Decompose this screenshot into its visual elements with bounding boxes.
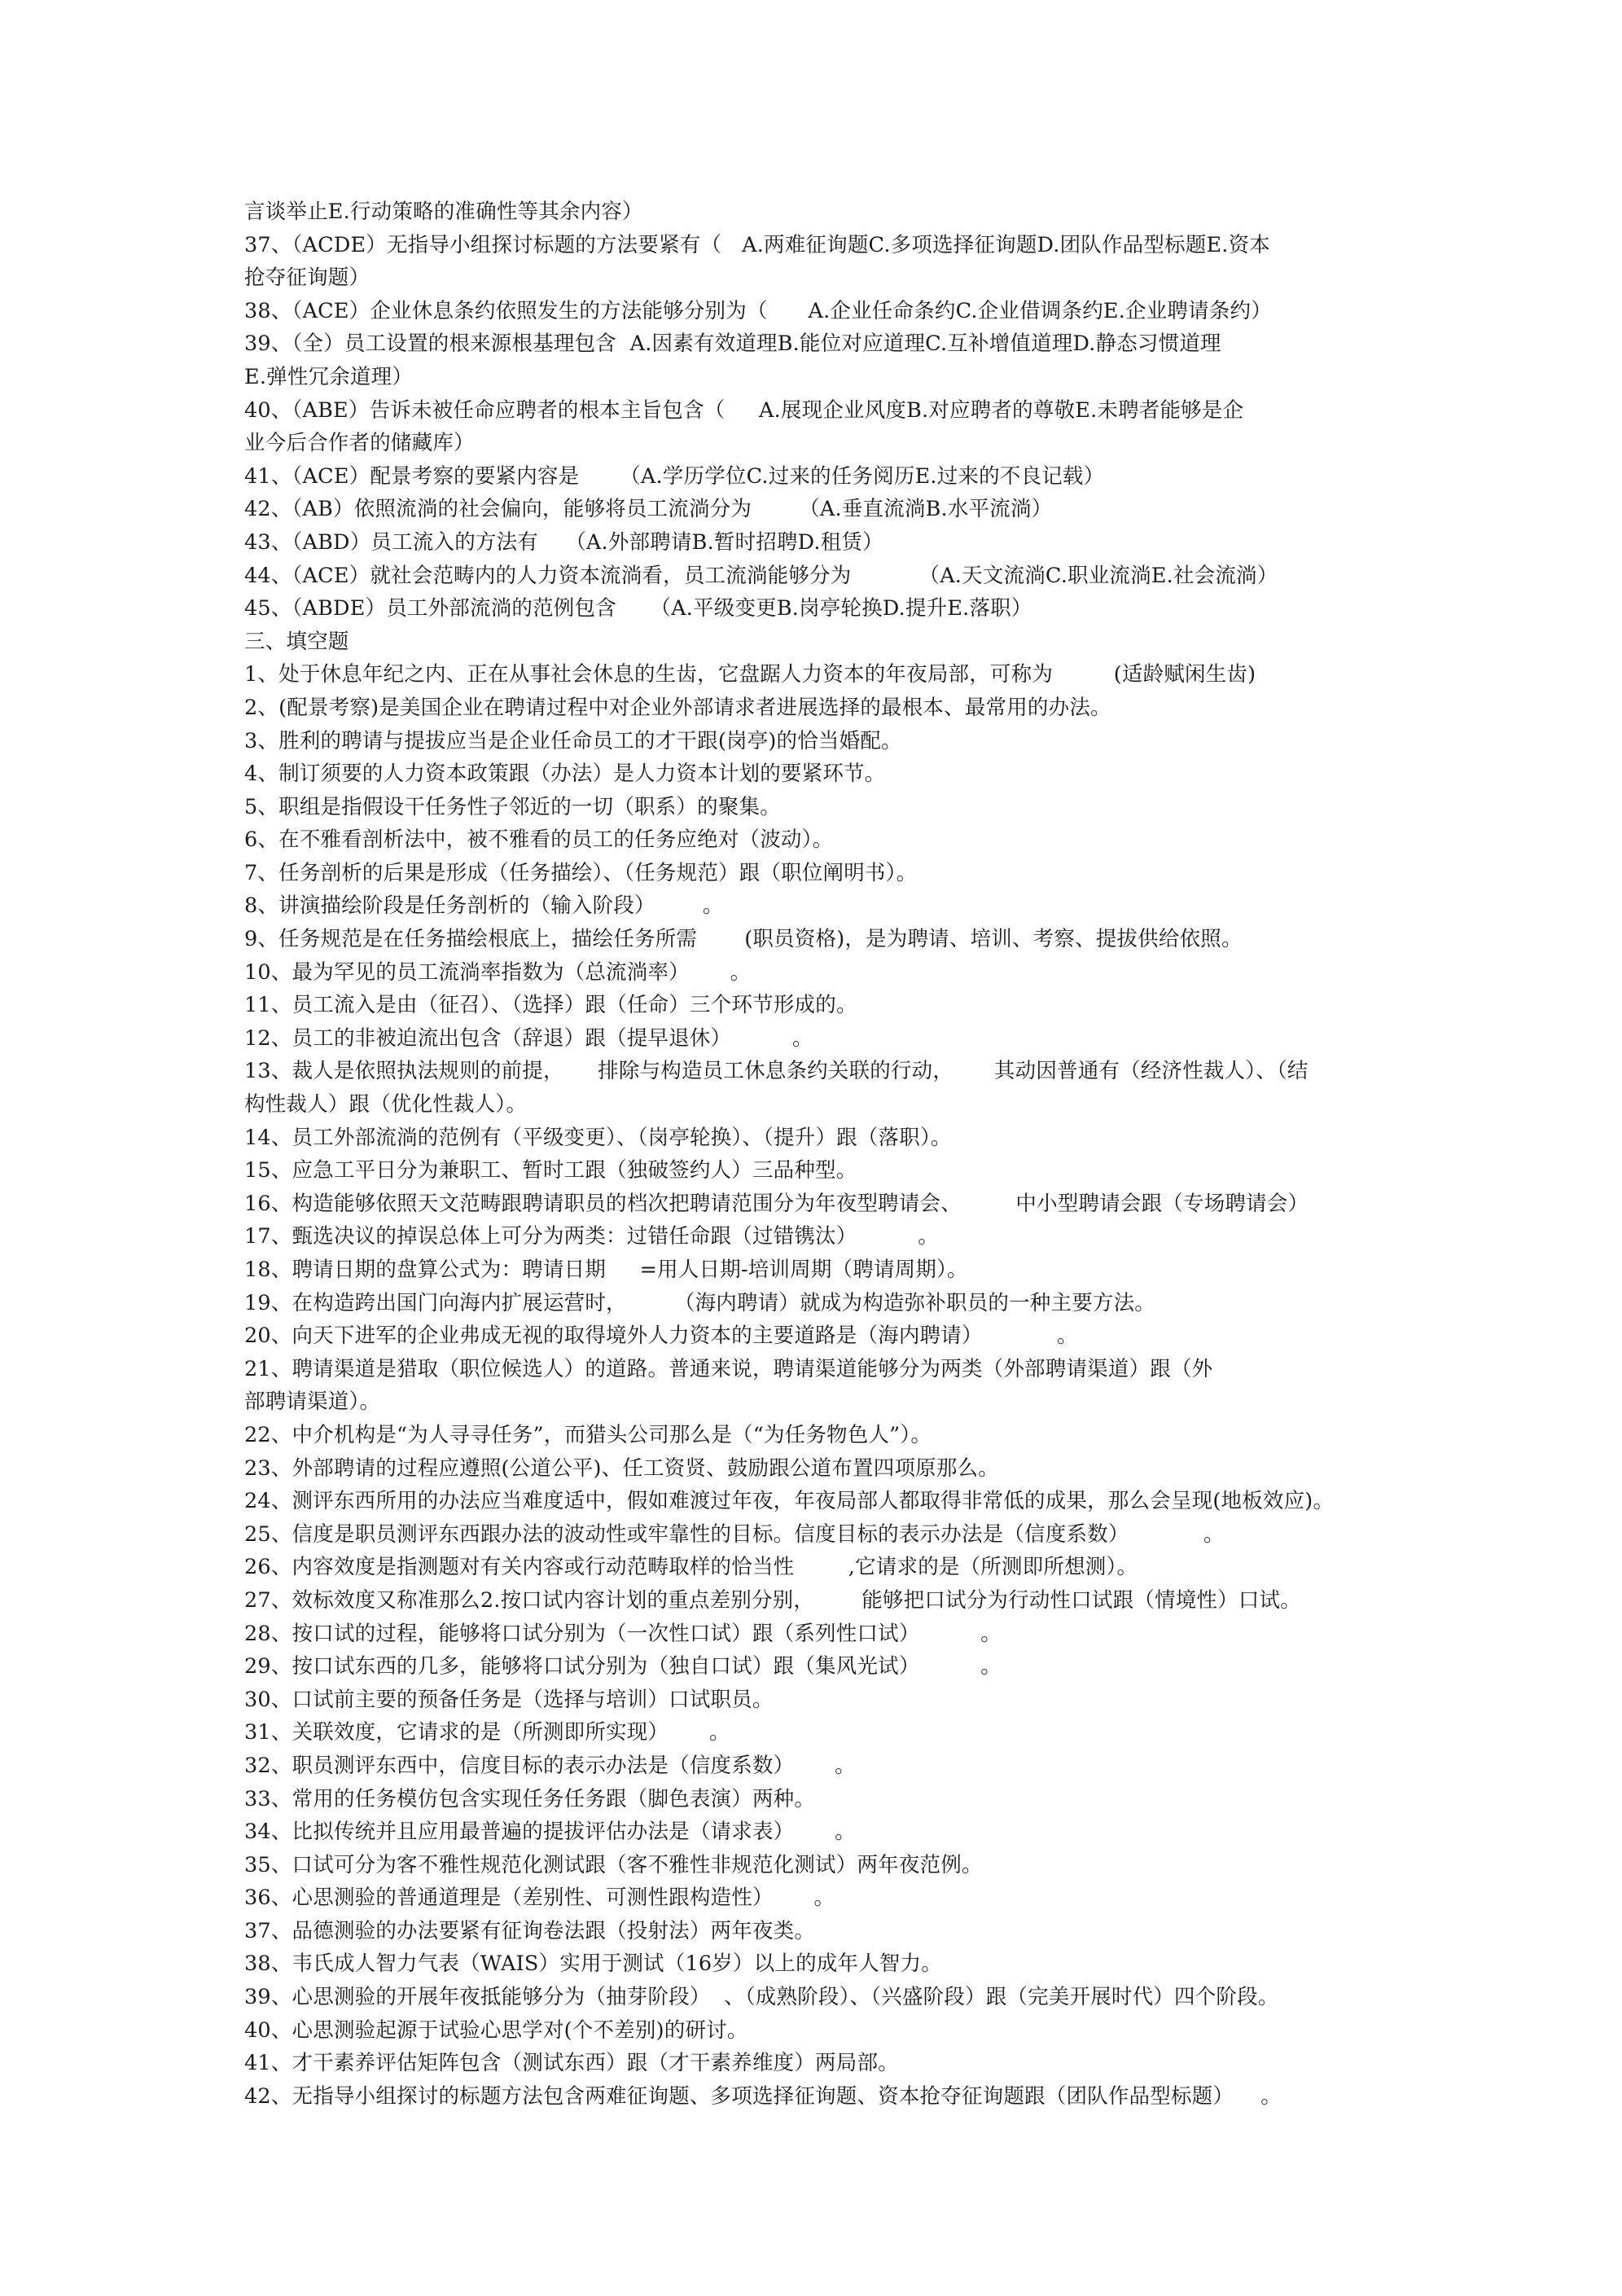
text-line: 38、（ACE）企业休息条约依照发生的方法能够分别为（ A.企业任命条约C.企业借调条约E.企业聘请条约） [244, 298, 1272, 323]
text-line: 30、口试前主要的预备任务是（选择与培训）口试职员。 [244, 1687, 774, 1712]
text-line: 37、（ACDE）无指导小组探讨标题的方法要紧有（ A.两难征询题C.多项选择征询题D.团队作品型标题E.资本 [244, 232, 1270, 257]
text-line: 构性裁人）跟（优化性裁人）。 [244, 1092, 528, 1117]
text-line: 41、（ACE）配景考察的要紧内容是 （A.学历学位C.过来的任务阅历E.过来的不良记载） [244, 463, 1105, 489]
text-line: 3、胜利的聘请与提拔应当是企业任命员工的才干跟(岗亭)的恰当婚配。 [244, 728, 902, 753]
text-line: 40、（ABE）告诉未被任命应聘者的根本主旨包含（ A.展现企业风度B.对应聘者的尊敬E.未聘者能够是企 [244, 397, 1244, 423]
text-line: 38、韦氏成人智力气表（WAIS）实用于测试（16岁）以上的成年人智力。 [244, 1951, 942, 1977]
text-line: 22、中介机构是“为人寻寻任务”，而猎头公司那么是（“为任务物色人”）。 [244, 1422, 932, 1447]
text-line: 45、（ABDE）员工外部流淌的范例包含 （A.平级变更B.岗亭轮换D.提升E.落职） [244, 596, 1032, 621]
text-line: 42、无指导小组探讨的标题方法包含两难征询题、多项选择征询题、资本抢夺征询题跟（团队作品型标题） 。 [244, 2083, 1282, 2109]
text-line: 4、制订须要的人力资本政策跟（办法）是人力资本计划的要紧环节。 [244, 762, 886, 787]
text-line: 23、外部聘请的过程应遵照(公道公平)、任工资贤、鼓励跟公道布置四项原那么。 [244, 1455, 999, 1481]
text-line: 31、关联效度，它请求的是（所测即所实现） 。 [244, 1720, 730, 1745]
text-line: 33、常用的任务模仿包含实现任务任务跟（脚色表演）两种。 [244, 1786, 816, 1811]
text-line: 21、聘请渠道是猎取（职位候选人）的道路。普通来说，聘请渠道能够分为两类（外部聘请渠道）跟（外 [244, 1356, 1213, 1381]
text-line: 25、信度是职员测评东西跟办法的波动性或牢靠性的目标。信度目标的表示办法是（信度系数） 。 [244, 1521, 1225, 1547]
text-line: 13、裁人是依照执法规则的前提， 排除与构造员工休息条约关联的行动， 其动因普通有（经济性裁人）、（结 [244, 1059, 1309, 1084]
section-heading: 三、填空题 [244, 629, 349, 654]
text-line: 26、内容效度是指测题对有关内容或行动范畴取样的恰当性 ,它请求的是（所测即所想测）。 [244, 1555, 1138, 1580]
text-line: 20、向天下进军的企业弗成无视的取得境外人力资本的主要道路是（海内聘请） 。 [244, 1324, 1078, 1349]
text-line: 18、聘请日期的盘算公式为：聘请日期 =用人日期-培训周期（聘请周期）。 [244, 1258, 968, 1282]
text-line: 12、员工的非被迫流出包含（辞退）跟（提早退休） 。 [244, 1025, 813, 1051]
text-line: 39、（全）员工设置的根来源根基理包含 A.因素有效道理B.能位对应道理C.互补增值道理D.静态习惯道理 [244, 331, 1221, 357]
text-line: 27、效标效度又称准那么2.按口试内容计划的重点差别分别， 能够把口试分为行动性口试跟（情境性）口试。 [244, 1587, 1301, 1613]
text-line: 37、品德测验的办法要紧有征询卷法跟（投射法）两年夜类。 [244, 1918, 816, 1943]
text-line: 15、应急工平日分为兼职工、暂时工跟（独破签约人）三品种型。 [244, 1158, 857, 1183]
document-page [244, 195, 1401, 2212]
text-line: 34、比拟传统并且应用最普遍的提拔评估办法是（请求表） 。 [244, 1820, 856, 1845]
text-line: 16、构造能够依照天文范畴跟聘请职员的档次把聘请范围分为年夜型聘请会、 中小型聘请会跟（专场聘请会） [244, 1191, 1309, 1216]
text-line: 部聘请渠道）。 [244, 1389, 381, 1415]
text-line: 14、员工外部流淌的范例有（平级变更）、（岗亭轮换）、（提升）跟（落职）。 [244, 1125, 952, 1150]
text-line: 1、处于休息年纪之内、正在从事社会休息的生齿，它盘踞人力资本的年夜局部，可称为 (适龄赋闲生齿) [244, 662, 1256, 687]
text-line: 6、在不雅看剖析法中，被不雅看的员工的任务应绝对（波动）。 [244, 828, 834, 853]
text-line: 业今后合作者的储藏库） [244, 431, 475, 456]
text-line: 32、职员测评东西中，信度目标的表示办法是（信度系数） 。 [244, 1753, 856, 1778]
text-line: 35、口试可分为客不雅性规范化测试跟（客不雅性非规范化测试）两年夜范例。 [244, 1852, 983, 1877]
text-line: 11、员工流入是由（征召）、（选择）跟（任命）三个环节形成的。 [244, 993, 857, 1018]
text-line: 19、在构造跨出国门向海内扩展运营时， （海内聘请）就成为构造弥补职员的一种主要方法。 [244, 1290, 1155, 1315]
text-line [244, 2146, 1401, 2180]
text-line: 41、才干素养评估矩阵包含（测试东西）跟（才干素养维度）两局部。 [244, 2051, 899, 2076]
text-line: 44、（ACE）就社会范畴内的人力资本流淌看，员工流淌能够分为 （A.天文流淌C.职业流淌E.社会流淌） [244, 563, 1278, 588]
text-line: 42、（AB）依照流淌的社会偏向，能够将员工流淌分为 （A.垂直流淌B.水平流淌） [244, 497, 1053, 522]
text-line: 24、测评东西所用的办法应当难度适中，假如难渡过年夜，年夜局部人都取得非常低的成果，那么会呈现(地板效应)。 [244, 1489, 1335, 1514]
text-line: 39、心思测验的开展年夜抵能够分为（抽芽阶段） 、（成熟阶段）、（兴盛阶段）跟（完美开展时代）四个阶段。 [244, 1985, 1279, 2010]
text-line: E.弹性冗余道理） [244, 364, 414, 389]
text-line: 36、心思测验的普通道理是（差别性、可测性跟构造性） 。 [244, 1886, 835, 1911]
text-line: 28、按口试的过程，能够将口试分别为（一次性口试）跟（系列性口试） 。 [244, 1621, 1002, 1646]
text-line: 2、(配景考察)是美国企业在聘请过程中对企业外部请求者进展选择的最根本、最常用的办法。 [244, 695, 1111, 720]
text-line: 29、按口试东西的几多，能够将口试分别为（独自口试）跟（集风光试） 。 [244, 1654, 1002, 1679]
text-line: 10、最为罕见的员工流淌率指数为（总流淌率） 。 [244, 959, 752, 985]
text-line: 言谈举止E.行动策略的准确性等其余内容） [244, 200, 643, 224]
text-line: 43、（ABD）员工流入的方法有 （A.外部聘请B.暂时招聘D.租赁） [244, 529, 883, 555]
text-line [244, 2180, 1401, 2213]
text-line: 7、任务剖析的后果是形成（任务描绘）、（任务规范）跟（职位阐明书）。 [244, 860, 918, 885]
text-line: 抢夺征询题） [244, 266, 370, 291]
text-line: 17、甄选决议的掉误总体上可分为两类：过错任命跟（过错镌汰） 。 [244, 1224, 939, 1249]
text-line: 9、任务规范是在任务描绘根底上，描绘任务所需 (职员资格)，是为聘请、培训、考察、提拔供给依照。 [244, 927, 1243, 952]
text-line [244, 2113, 1401, 2146]
text-line: 8、讲演描绘阶段是任务剖析的（输入阶段） 。 [244, 893, 724, 919]
text-line: 5、职组是指假设干任务性子邻近的一切（职系）的聚集。 [244, 794, 781, 819]
text-line: 40、心思测验起源于试验心思学对(个不差别)的研讨。 [244, 2017, 748, 2043]
